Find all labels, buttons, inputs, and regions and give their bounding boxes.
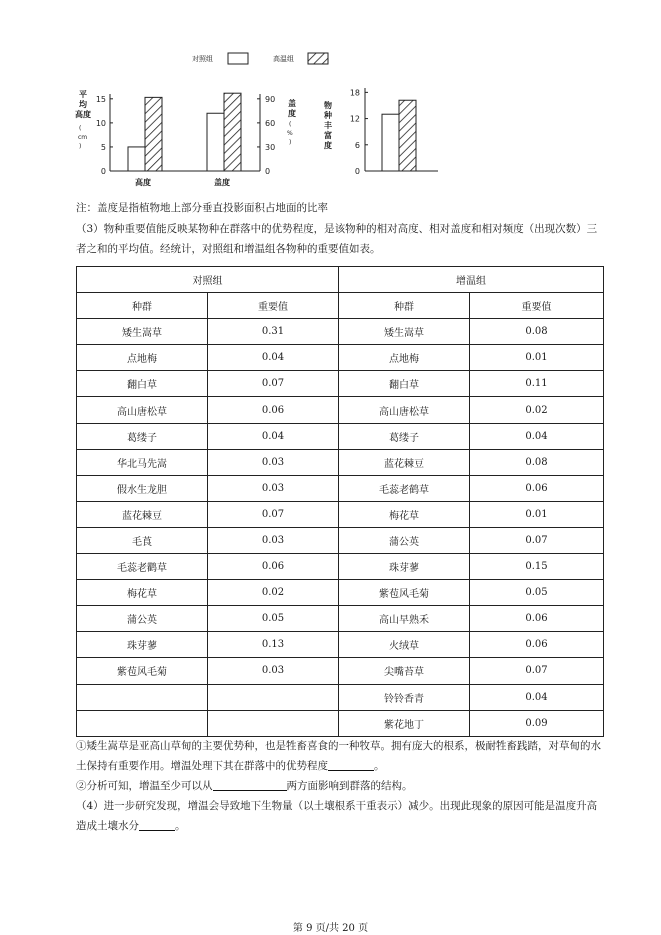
svg-text:): ) xyxy=(289,139,292,146)
question-3-2-end: 两方面影响到群落的结构。 xyxy=(286,780,413,792)
warming-species-cell: 紫花地丁 xyxy=(339,710,470,736)
tick-label: 5 xyxy=(100,142,106,152)
warming-value-cell: 0.01 xyxy=(470,345,604,371)
control-species-cell: 翻白草 xyxy=(77,371,208,397)
table-row xyxy=(77,501,604,527)
tick-label: 60 xyxy=(265,118,276,128)
question-4-end: 。 xyxy=(175,820,186,832)
warming-value-cell: 0.01 xyxy=(470,501,604,527)
control-value-cell: 0.03 xyxy=(208,449,339,475)
table-row xyxy=(77,345,604,371)
chart1-ylabel-left xyxy=(75,89,91,150)
tick-label: 15 xyxy=(95,94,106,104)
question-3-text: （3）物种重要值能反映某物种在群落中的优势程度，是该物种的相对高度、相对盖度和相对频度（出现次数）三者之和的平均值。经统计，对照组和增温组各物种的重要值如表。 xyxy=(76,223,598,255)
group-warming-header: 增温组 xyxy=(339,267,604,293)
tick-label: 12 xyxy=(349,114,360,124)
control-species-cell: 紫苞风毛菊 xyxy=(77,658,208,684)
control-species-cell xyxy=(77,710,208,736)
warming-species-cell: 翻白草 xyxy=(339,371,470,397)
bar-warming xyxy=(145,97,162,171)
group-control-header: 对照组 xyxy=(77,267,339,293)
warming-value-cell: 0.04 xyxy=(470,423,604,449)
table-row xyxy=(77,449,604,475)
answer-blank-2[interactable] xyxy=(213,778,287,791)
control-species-cell: 点地梅 xyxy=(77,345,208,371)
tick-label: 0 xyxy=(354,167,360,176)
chart2-bars xyxy=(382,100,416,171)
svg-text:(: ( xyxy=(289,121,292,128)
control-value-cell: 0.07 xyxy=(208,501,339,527)
bar-control xyxy=(207,113,224,171)
warming-value-cell: 0.05 xyxy=(470,580,604,606)
control-species-cell: 梅花草 xyxy=(77,580,208,606)
control-species-cell: 假水生龙胆 xyxy=(77,475,208,501)
chart1-ylabel-right xyxy=(287,98,296,146)
question-4-text: （4）进一步研究发现，增温会导致地下生物量（以土壤根系干重表示）减少。出现此现象的原因可能是温度升高造成土壤水分 xyxy=(76,800,598,832)
question-3-2-text: ②分析可知，增温至少可以从 xyxy=(76,780,213,792)
warming-species-cell: 紫苞风毛菊 xyxy=(339,580,470,606)
tick-label: 18 xyxy=(349,88,360,98)
question-3-1-end: 。 xyxy=(374,760,385,772)
table-row xyxy=(77,423,604,449)
chart-note: 注：盖度是指植物地上部分垂直投影面积占地面的比率 xyxy=(76,202,328,214)
table-row xyxy=(77,475,604,501)
bar-control xyxy=(382,114,399,171)
warming-value-cell: 0.04 xyxy=(470,684,604,710)
question-3-1-text: ①矮生嵩草是亚高山草甸的主要优势种，也是牲畜喜食的一种牧草。拥有庞大的根系，极耐牲畜践踏，对草甸的水土保持有重要作用。增温处理下其在群落中的优势程度 xyxy=(76,740,601,772)
warming-species-cell: 点地梅 xyxy=(339,345,470,371)
table-row xyxy=(77,710,604,736)
chart1-category-height: 高度 xyxy=(135,178,151,187)
svg-text:富: 富 xyxy=(324,131,332,140)
table-row xyxy=(77,632,604,658)
warming-value-cell: 0.06 xyxy=(470,606,604,632)
control-species-cell: 毛莨 xyxy=(77,527,208,553)
warming-species-cell: 毛蕊老鹤草 xyxy=(339,475,470,501)
svg-text:丰: 丰 xyxy=(324,121,332,130)
chart1-category-cover: 盖度 xyxy=(214,178,230,187)
bar-warming xyxy=(224,93,241,171)
tick-label: 90 xyxy=(265,94,276,104)
table-row xyxy=(77,658,604,684)
column-header-species: 种群 xyxy=(77,293,208,319)
warming-species-cell: 蓝花棘豆 xyxy=(339,449,470,475)
question-4 xyxy=(76,796,606,836)
tick-label: 30 xyxy=(265,142,276,152)
table-row xyxy=(77,371,604,397)
column-header-species: 种群 xyxy=(339,293,470,319)
control-value-cell: 0.03 xyxy=(208,527,339,553)
warming-species-cell: 矮生嵩草 xyxy=(339,319,470,345)
svg-text:种: 种 xyxy=(324,111,332,120)
control-species-cell: 矮生嵩草 xyxy=(77,319,208,345)
table-row xyxy=(77,397,604,423)
control-value-cell: 0.31 xyxy=(208,319,339,345)
warming-value-cell: 0.02 xyxy=(470,397,604,423)
charts-svg xyxy=(70,44,450,194)
tick-label: 0 xyxy=(265,167,271,176)
tick-label: 10 xyxy=(95,118,106,128)
svg-text:度: 度 xyxy=(324,141,332,150)
figure-charts xyxy=(70,44,450,194)
warming-value-cell: 0.06 xyxy=(470,632,604,658)
legend-warming-label: 高温组 xyxy=(273,55,294,63)
answer-blank-3[interactable] xyxy=(139,818,175,831)
control-species-cell: 高山唐松草 xyxy=(77,397,208,423)
control-value-cell: 0.03 xyxy=(208,475,339,501)
table-row xyxy=(77,580,604,606)
warming-value-cell: 0.11 xyxy=(470,371,604,397)
table-row xyxy=(77,606,604,632)
control-species-cell: 蓝花棘豆 xyxy=(77,501,208,527)
warming-value-cell: 0.07 xyxy=(470,658,604,684)
warming-value-cell: 0.09 xyxy=(470,710,604,736)
control-value-cell: 0.03 xyxy=(208,658,339,684)
control-species-cell xyxy=(77,684,208,710)
legend-control-label: 对照组 xyxy=(192,55,213,63)
svg-text:cm: cm xyxy=(78,134,88,141)
warming-species-cell: 梅花草 xyxy=(339,501,470,527)
chart2-ylabel xyxy=(323,100,333,150)
control-value-cell: 0.06 xyxy=(208,554,339,580)
control-value-cell: 0.05 xyxy=(208,606,339,632)
svg-text:盖: 盖 xyxy=(288,99,296,108)
control-value-cell: 0.02 xyxy=(208,580,339,606)
warming-species-cell: 高山唐松草 xyxy=(339,397,470,423)
warming-value-cell: 0.15 xyxy=(470,554,604,580)
svg-text:平: 平 xyxy=(79,90,87,99)
svg-text:(: ( xyxy=(79,125,82,132)
column-header-value: 重要值 xyxy=(470,293,604,319)
warming-species-cell: 珠芽蓼 xyxy=(339,554,470,580)
column-header-value: 重要值 xyxy=(208,293,339,319)
legend-warming-swatch xyxy=(308,53,328,64)
svg-text:高度: 高度 xyxy=(75,110,91,119)
question-3-2 xyxy=(76,776,606,796)
control-value-cell xyxy=(208,710,339,736)
warming-species-cell: 高山早熟禾 xyxy=(339,606,470,632)
control-species-cell: 毛蕊老鹳草 xyxy=(77,554,208,580)
warming-value-cell: 0.07 xyxy=(470,527,604,553)
tick-label: 6 xyxy=(354,140,360,150)
warming-value-cell: 0.08 xyxy=(470,449,604,475)
warming-species-cell: 蒲公英 xyxy=(339,527,470,553)
importance-value-table xyxy=(76,266,604,737)
bar-warming xyxy=(399,100,416,171)
answer-blank-1[interactable] xyxy=(328,758,374,771)
svg-text:度: 度 xyxy=(288,109,296,118)
control-value-cell: 0.04 xyxy=(208,423,339,449)
control-value-cell xyxy=(208,684,339,710)
table-row xyxy=(77,319,604,345)
warming-species-cell: 尖嘴苔草 xyxy=(339,658,470,684)
chart1-bars xyxy=(128,93,241,171)
control-value-cell: 0.04 xyxy=(208,345,339,371)
table-column-header-row xyxy=(77,293,604,319)
warming-species-cell: 铃铃香青 xyxy=(339,684,470,710)
control-species-cell: 华北马先嵩 xyxy=(77,449,208,475)
page-footer: 第 9 页/共 20 页 xyxy=(292,923,369,934)
table-row xyxy=(77,684,604,710)
svg-text:均: 均 xyxy=(79,100,87,109)
control-species-cell: 葛缕子 xyxy=(77,423,208,449)
control-value-cell: 0.13 xyxy=(208,632,339,658)
warming-species-cell: 葛缕子 xyxy=(339,423,470,449)
bar-control xyxy=(128,147,145,171)
control-value-cell: 0.07 xyxy=(208,371,339,397)
warming-value-cell: 0.08 xyxy=(470,319,604,345)
tick-label: 0 xyxy=(100,167,106,176)
warming-species-cell: 火绒草 xyxy=(339,632,470,658)
table-group-header-row xyxy=(77,267,604,293)
svg-text:%: % xyxy=(287,130,293,137)
control-species-cell: 珠芽蓼 xyxy=(77,632,208,658)
table-row xyxy=(77,554,604,580)
question-3-1 xyxy=(76,736,606,776)
control-species-cell: 蒲公英 xyxy=(77,606,208,632)
control-value-cell: 0.06 xyxy=(208,397,339,423)
svg-text:物: 物 xyxy=(324,101,332,110)
table-row xyxy=(77,527,604,553)
warming-value-cell: 0.06 xyxy=(470,475,604,501)
legend-control-swatch xyxy=(228,53,248,64)
svg-text:): ) xyxy=(79,143,82,150)
